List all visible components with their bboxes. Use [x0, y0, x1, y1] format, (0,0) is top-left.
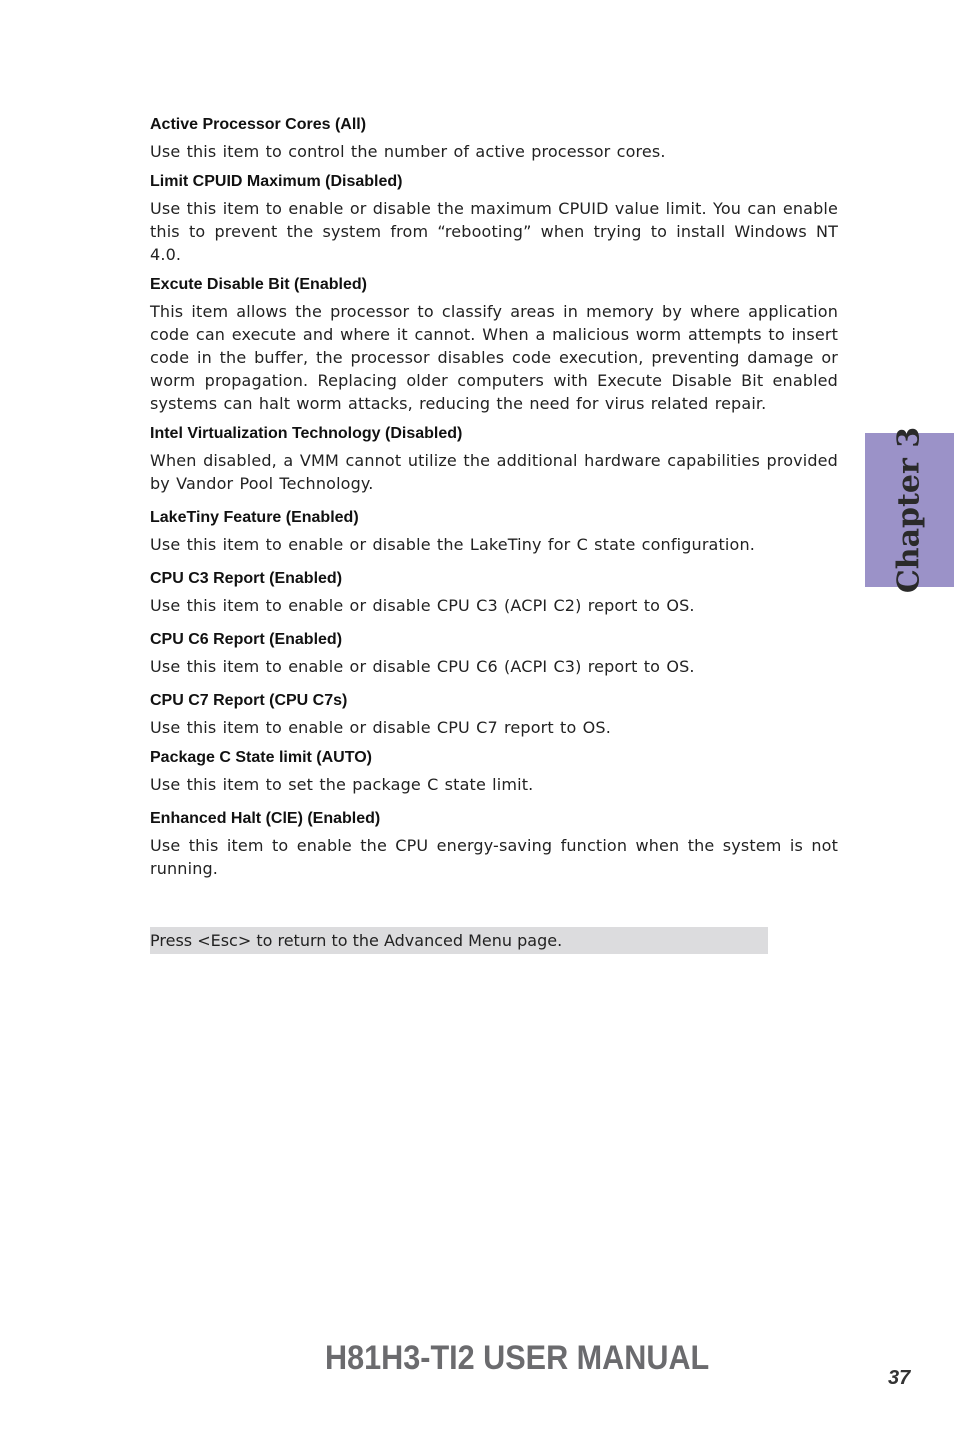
setting-description: This item allows the processor to classify areas in memory by where application code can execute and where it cannot. When a malicious worm attempts to insert code in the buffer, the processor disables code execution, preventing damage or worm propagation. Replacing older computers with Execute Disable Bit enabled systems can halt worm attacks, reducing the need for virus related repair. [150, 302, 838, 413]
setting-item [150, 568, 838, 617]
setting-item [150, 423, 838, 495]
setting-heading: Limit CPUID Maximum (Disabled) [150, 173, 403, 190]
setting-item [150, 114, 838, 163]
chapter-tab [865, 426, 954, 594]
setting-description: Use this item to enable or disable CPU C7 report to OS. [150, 718, 611, 737]
setting-description: Use this item to enable or disable the LakeTiny for C state configuration. [150, 535, 755, 554]
setting-item [150, 171, 838, 266]
page-number: 37 [888, 1367, 911, 1389]
setting-description: Use this item to set the package C state limit. [150, 775, 534, 794]
setting-heading: Intel Virtualization Technology (Disabled) [150, 425, 463, 442]
chapter-label: Chapter 3 [891, 426, 927, 594]
setting-description: Use this item to enable or disable the maximum CPUID value limit. You can enable this to prevent the system from “rebooting” when trying to install Windows NT 4.0. [150, 199, 838, 264]
manual-title: H81H3-TI2 USER MANUAL [325, 1339, 710, 1377]
setting-heading: Enhanced Halt (ClE) (Enabled) [150, 810, 381, 827]
setting-heading: CPU C3 Report (Enabled) [150, 570, 343, 587]
setting-item [150, 747, 838, 796]
setting-description: Use this item to enable or disable CPU C3 (ACPI C2) report to OS. [150, 596, 695, 615]
setting-heading: CPU C7 Report (CPU C7s) [150, 692, 348, 709]
setting-item [150, 629, 838, 678]
setting-description: Use this item to enable or disable CPU C6 (ACPI C3) report to OS. [150, 657, 695, 676]
setting-heading: CPU C6 Report (Enabled) [150, 631, 343, 648]
setting-item [150, 274, 838, 415]
setting-heading: Excute Disable Bit (Enabled) [150, 276, 367, 293]
esc-note: Press <Esc> to return to the Advanced Menu page. [150, 927, 768, 954]
setting-item [150, 808, 838, 880]
setting-item [150, 507, 838, 556]
setting-description: Use this item to control the number of active processor cores. [150, 142, 666, 161]
setting-heading: Active Processor Cores (All) [150, 116, 367, 133]
setting-item [150, 690, 838, 739]
setting-heading: LakeTiny Feature (Enabled) [150, 509, 359, 526]
manual-content [150, 114, 838, 880]
setting-description: Use this item to enable the CPU energy-saving function when the system is not running. [150, 836, 838, 878]
setting-heading: Package C State limit (AUTO) [150, 749, 372, 766]
setting-description: When disabled, a VMM cannot utilize the additional hardware capabilities provided by Vandor Pool Technology. [150, 451, 838, 493]
